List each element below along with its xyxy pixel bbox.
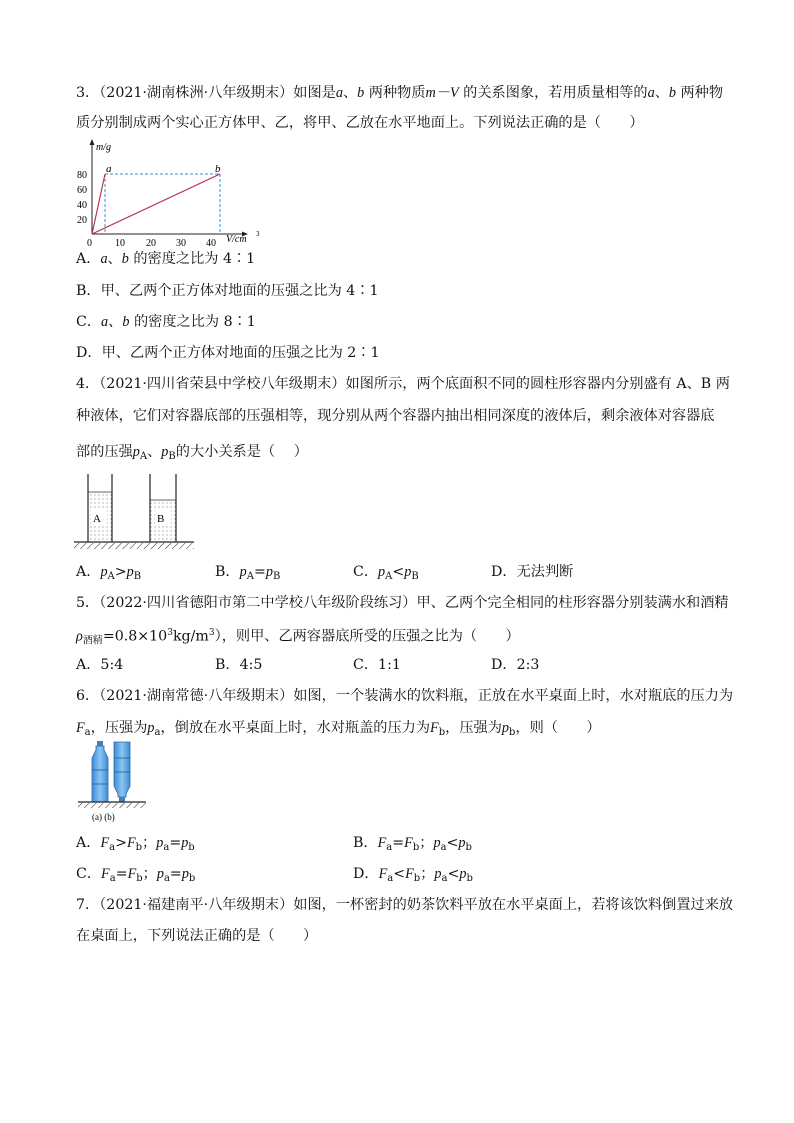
- bottle-caption: (a) (b): [92, 812, 115, 822]
- point-b-label: b: [215, 163, 221, 175]
- q5-stem-line2: $\rho_{酒精}=0.8\times 10^3kg/m^3$），则甲、乙两容器底所受的压强之比为（ ）: [76, 628, 520, 647]
- q4-option-b: B．$p_A=p_B$: [215, 564, 281, 582]
- q3-stem-line1: 3．（2021·湖南株洲·八年级期末）如图是a、b 两种物质m－V 的关系图象，若用质量相等的a、b 两种物: [76, 85, 724, 101]
- q4-option-a: A．$p_A>p_B$: [76, 564, 142, 582]
- q7-stem-line2: 在桌面上，下列说法正确的是（ ）: [76, 928, 318, 944]
- q5-option-a: A．5:4: [76, 657, 124, 673]
- q4-option-c: C．$p_A<p_B$: [353, 564, 419, 582]
- y-tick: 80: [77, 170, 87, 181]
- q4-stem-line1: 4．（2021·四川省荣县中学校八年级期末）如图所示，两个底面积不同的圆柱形容器内分别盛有 A、B 两: [76, 376, 730, 392]
- y-tick: 60: [77, 185, 87, 196]
- y-tick: 40: [77, 200, 87, 211]
- q4-stem-line2: 种液体，它们对容器底部的压强相等，现分别从两个容器内抽出相同深度的液体后，剩余液体对容器底: [76, 408, 715, 424]
- q5-option-c: C．1:1: [353, 657, 401, 673]
- line-a: [92, 174, 105, 234]
- q4-option-d: D．无法判断: [491, 564, 574, 580]
- x-tick: 20: [146, 238, 156, 246]
- point-a-label: a: [106, 163, 112, 175]
- x-axis-label: V/cm: [226, 234, 247, 245]
- q6-stem-line2: $F_a$，压强为$p_a$，倒放在水平桌面上时，水对瓶盖的压力为$F_b$，压强为$p_b$，则（ ）: [76, 720, 601, 738]
- q4-stem-line3: 部的压强$p_A$、$p_B$的大小关系是（ ）: [76, 444, 308, 462]
- q4-containers-figure: [74, 470, 194, 552]
- q3-option-b: B．甲、乙两个正方体对地面的压强之比为 4∶1: [76, 283, 379, 299]
- x-tick: 10: [115, 238, 125, 246]
- container-a-label: A: [93, 513, 101, 525]
- container-b-label: B: [157, 513, 165, 525]
- q5-option-d: D．2:3: [491, 657, 540, 673]
- q3-option-c: C．a、b 的密度之比为 8∶1: [76, 314, 256, 330]
- y-axis-label: m/g: [96, 142, 111, 153]
- y-tick: 20: [77, 215, 87, 226]
- x-tick: 30: [176, 238, 186, 246]
- q6-option-d: D．$F_a<F_b$；$p_a<p_b$: [353, 866, 473, 884]
- q6-option-c: C．$F_a=F_b$；$p_a=p_b$: [76, 866, 196, 884]
- q6-option-a: A．$F_a>F_b$；$p_a=p_b$: [76, 835, 195, 853]
- q3-m-v-graph: [70, 138, 270, 246]
- bottle-b-inverted: [114, 742, 130, 802]
- q5-option-b: B．4:5: [215, 657, 263, 673]
- q3-option-a: A．a、b 的密度之比为 4∶1: [76, 251, 256, 267]
- q6-stem-line1: 6．（2021·湖南常德·八年级期末）如图，一个装满水的饮料瓶，正放在水平桌面上时，水对瓶底的压力为: [76, 688, 734, 704]
- q3-option-d: D．甲、乙两个正方体对地面的压强之比为 2∶1: [76, 345, 380, 361]
- q6-option-b: B．$F_a=F_b$；$p_a<p_b$: [353, 835, 472, 853]
- q7-stem-line1: 7．（2021·福建南平·八年级期末）如图，一杯密封的奶茶饮料平放在水平桌面上，若将该饮料倒置过来放: [76, 897, 734, 913]
- line-b: [92, 174, 220, 234]
- q6-bottles-figure: [74, 740, 150, 824]
- q3-stem-line2: 质分别制成两个实心正方体甲、乙，将甲、乙放在水平地面上。下列说法正确的是（ ）: [76, 115, 644, 131]
- x-tick: 40: [206, 238, 216, 246]
- q5-stem-line1: 5．（2022·四川省德阳市第二中学校八年级阶段练习）甲、乙两个完全相同的柱形容器分别装满水和酒精: [76, 595, 729, 611]
- bottle-a-upright: [92, 741, 108, 802]
- x-axis-label-sup: 3: [256, 230, 260, 238]
- x-tick: 0: [87, 238, 92, 246]
